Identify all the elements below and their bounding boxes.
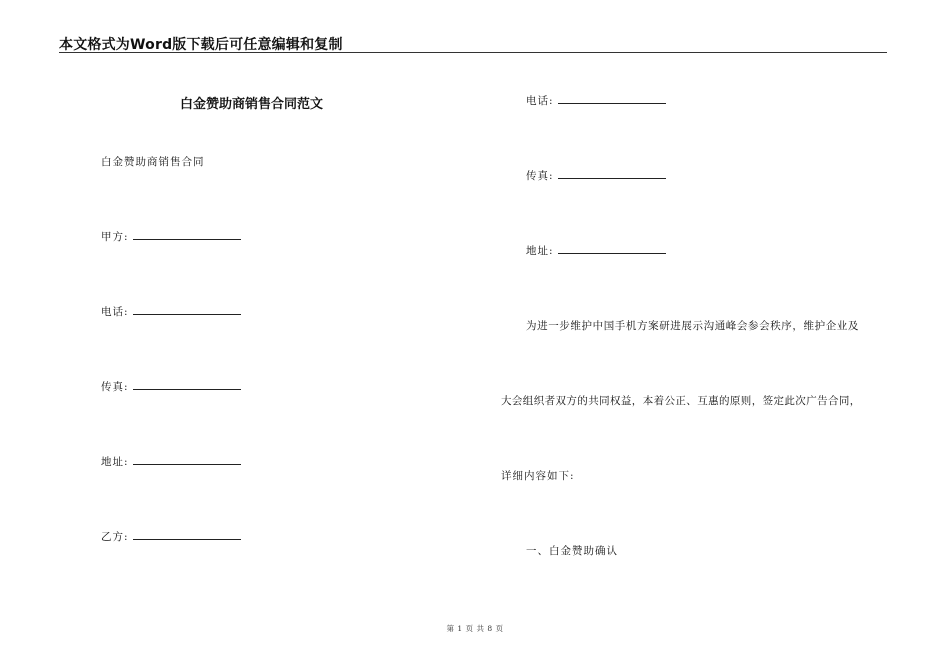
address-label-left: 地址: <box>101 456 129 468</box>
phone-field-right <box>526 93 666 108</box>
address-label-right: 地址: <box>526 245 554 257</box>
fax-blank-left[interactable] <box>133 379 241 390</box>
header-rule <box>59 52 887 53</box>
fax-field-right <box>526 168 666 183</box>
party-b-label: 乙方: <box>101 531 129 543</box>
phone-blank-left[interactable] <box>133 304 241 315</box>
address-field-right <box>526 243 666 258</box>
address-blank-left[interactable] <box>133 454 241 465</box>
address-blank-right[interactable] <box>558 243 666 254</box>
document-title: 白金赞助商销售合同范文 <box>180 97 324 112</box>
party-b-field <box>101 529 241 544</box>
paragraph-line-3: 详细内容如下: <box>501 470 575 482</box>
fax-label-right: 传真: <box>526 170 554 182</box>
address-field-left <box>101 454 241 469</box>
party-b-blank[interactable] <box>133 529 241 540</box>
paragraph-line-1: 为进一步维护中国手机方案研进展示沟通峰会参会秩序，维护企业及 <box>526 320 859 332</box>
fax-field-left <box>101 379 241 394</box>
fax-blank-right[interactable] <box>558 168 666 179</box>
fax-label-left: 传真: <box>101 381 129 393</box>
phone-field-left <box>101 304 241 319</box>
party-a-label: 甲方: <box>101 231 129 243</box>
phone-label-left: 电话: <box>101 306 129 318</box>
party-a-blank[interactable] <box>133 229 241 240</box>
phone-blank-right[interactable] <box>558 93 666 104</box>
contract-subtitle: 白金赞助商销售合同 <box>101 156 205 168</box>
page-number: 第 1 页 共 8 页 <box>446 624 504 633</box>
page-header-text: 本文格式为Word版下载后可任意编辑和复制 <box>59 37 343 53</box>
party-a-field <box>101 229 241 244</box>
paragraph-line-2: 大会组织者双方的共同权益，本着公正、互惠的原则，签定此次广告合同， <box>501 395 861 407</box>
phone-label-right: 电话: <box>526 95 554 107</box>
section-heading: 一、白金赞助确认 <box>526 545 618 557</box>
